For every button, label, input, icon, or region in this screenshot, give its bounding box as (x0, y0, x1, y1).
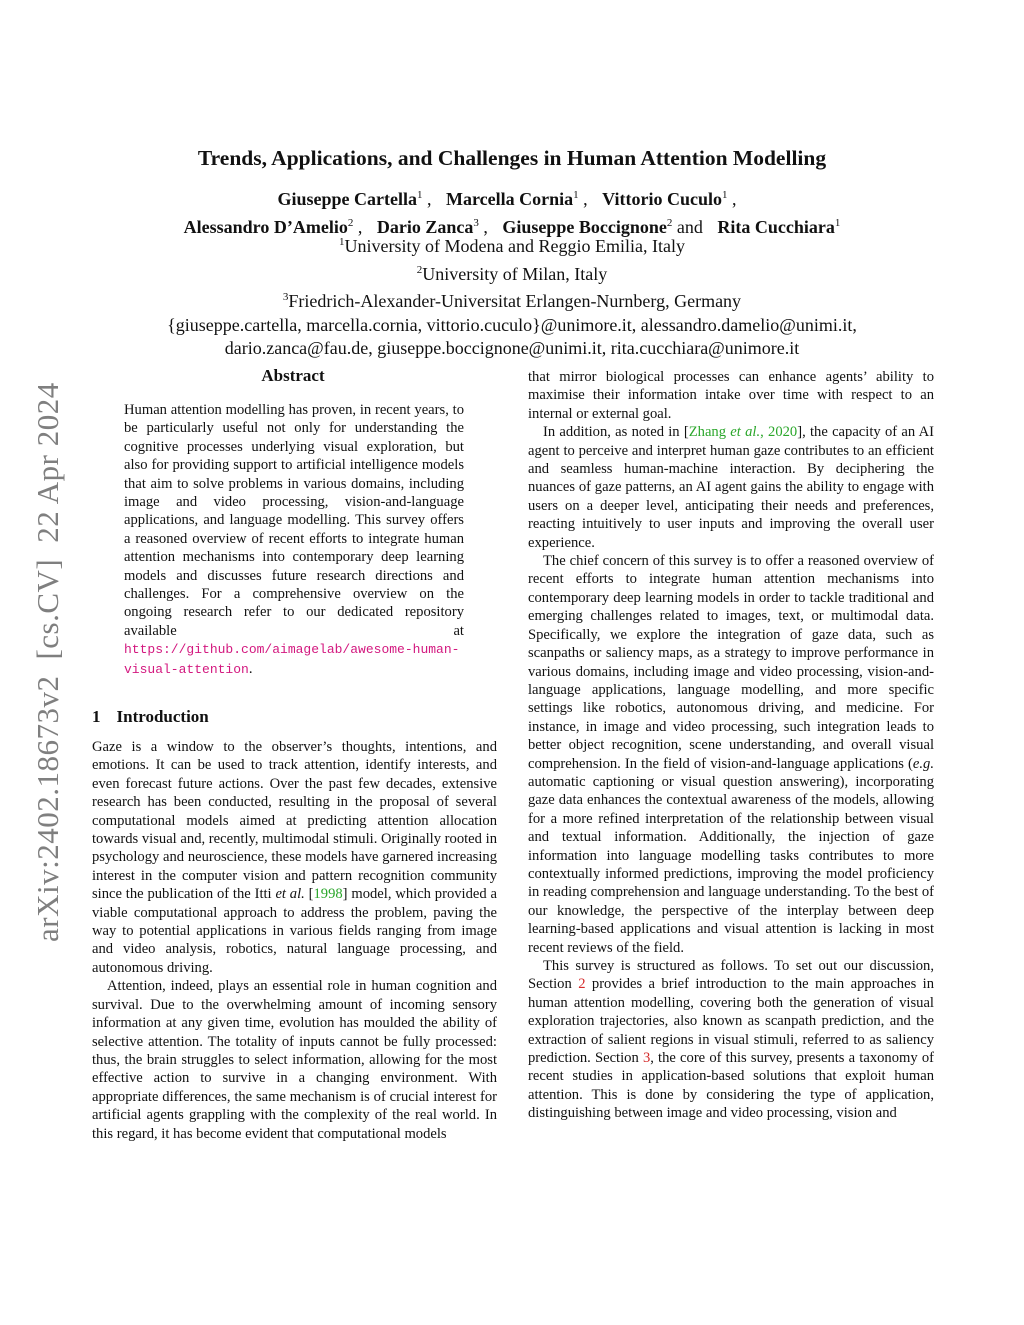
et-al: et al. (275, 886, 305, 903)
right-column-body (528, 368, 934, 1123)
abstract-text: Human attention modelling has proven, in recent years, to be particularly useful not only for understanding the cognitive processes underlying visual exploration, but also for providing support to artificial intelligence models that aim to solve problems in various domains, including image and video processing, vision-and-language applications, and language modelling. This survey offers a reasoned overview of recent efforts to integrate human attention mechanisms into contemporary deep learning models and discusses future research directions and challenges. For a comprehensive overview on the ongoing research refer to our dedicated repository available at (124, 402, 464, 639)
author-affil-mark: 2 (347, 217, 354, 229)
section-title: Introduction (116, 707, 209, 726)
affiliation-line (0, 231, 1024, 259)
author-separator: , (353, 217, 363, 237)
email-line-2: dario.zanca@fau.de, giuseppe.boccignone@unimi.it, rita.cucchiara@unimore.it (224, 338, 800, 358)
affiliation-text: University of Milan, Italy (422, 263, 608, 284)
affiliation-text: Friedrich-Alexander-Universitat Erlangen-Nurnberg, Germany (288, 291, 742, 311)
paragraph-text: This survey is structured as follows. To set out our discussion, Section (528, 958, 934, 993)
author-name: Rita Cucchiara (717, 217, 835, 237)
affiliation-mark: 2 (416, 263, 423, 276)
right-paragraph-3 (528, 957, 934, 1123)
author-affil-mark: 1 (721, 189, 728, 201)
author-line-1 (0, 183, 1024, 211)
abstract-end: . (248, 660, 253, 677)
author-separator: , (727, 189, 737, 209)
abstract-body (124, 401, 464, 679)
affiliation-line (0, 259, 1024, 287)
section-ref-link[interactable]: 2 (578, 976, 586, 993)
author-name: Giuseppe Cartella (277, 189, 418, 209)
author-name: Giuseppe Boccignone (502, 217, 667, 237)
author-separator: , (478, 217, 488, 237)
affiliations (0, 231, 1024, 361)
section-ref-link[interactable]: 3 (642, 1050, 651, 1067)
paragraph-text: model, which provided a viable computational approach to address the problem, paving the way to potential applications in various fields ranging from image and video analysis, robotics, natural language processing, and autonomous driving. (92, 886, 497, 976)
right-paragraph-0: that mirror biological processes can enhance agents’ ability to maximise their information intake over time with respect to an internal or external goal. (528, 369, 934, 422)
author-affil-mark: 1 (417, 189, 423, 201)
repository-link[interactable]: https://github.com/aimagelab/awesome-human-visual-attention (124, 642, 460, 677)
author-affil-mark: 1 (834, 217, 841, 229)
author-name: Alessandro D’Amelio (183, 217, 348, 237)
author-affil-mark: 2 (666, 217, 673, 229)
paragraph-text: In addition, as noted in (543, 424, 680, 441)
intro-paragraph-1: Gaze is a window to the observer’s thoughts, intentions, and emotions. It can be used to track attention, identify interests, and even forecast future actions. Over the past few decades, extensive research has been conducted, resulting in the proposal of several computational models aimed at predicting attention allocation towards visual and, recently, multimodal stimuli. Originally rooted in psychology and neuroscience, these models have garnered increasing interest in the computer vision and pattern recognition community since the publication of the Itti et al. [1998] model, which provided a viable computational approach to address the problem, paving the way to potential applications in various fields ranging from image and video analysis, robotics, natural language processing, and autonomous driving. (92, 739, 497, 976)
abstract-heading: Abstract (261, 366, 325, 385)
paper-title: Trends, Applications, and Challenges in Human Attention Modelling (197, 146, 827, 170)
author-affil-mark: 1 (573, 189, 579, 201)
citation-link[interactable]: Zhang et al., 2020 (688, 424, 798, 441)
intro-paragraph-2: Attention, indeed, plays an essential role in human cognition and survival. Due to the overwhelming amount of incoming sensory information at any given time, evolution has moulded the ability of selective attention. The totality of inputs cannot be fully processed: thus, the brain struggles to select information, allowing for the most effective action to survive in a changing environment. With appropriate differences, the same mechanism is of crucial interest for artificial agents grappling with the complexity of the real world. In this regard, it has become evident that computational models (92, 978, 497, 1142)
arxiv-category: [cs.CV] (30, 558, 65, 660)
author-separator: , (422, 189, 432, 209)
arxiv-sidebar-stamp (30, 366, 66, 942)
author-name: Dario Zanca (376, 217, 474, 237)
affiliation-mark: 3 (282, 291, 289, 303)
arxiv-date: 22 Apr 2024 (30, 382, 65, 543)
affiliation-text: University of Modena and Reggio Emilia, Italy (344, 236, 685, 256)
right-paragraph-2 (528, 552, 934, 957)
affiliation-mark: 1 (339, 236, 345, 248)
introduction-body (92, 738, 497, 1143)
author-name: Marcella Cornia (446, 189, 574, 209)
citation-year: 2020 (768, 424, 798, 441)
paragraph-text: automatic captioning or visual question answering), incorporating gaze data enhances the contextual awareness of the models, allowing for a more refined interpretation of the relationship between visual and textual information. Additionally, the injection of gaze information into language modelling tasks contributes to more contextually informed predictions, improving the model proficiency in reading comprehension and language understanding. To the best of our knowledge, the perspective of the interplay between deep learning-based applications and visual attention is lacking in most recent reviews of the field. (528, 773, 934, 956)
author-affil-mark: 3 (473, 217, 479, 229)
citation-link[interactable]: 1998 (313, 886, 343, 903)
right-paragraph-1: In addition, as noted in [Zhang et al., 2020], the capacity of an AI agent to perceive and interpret human gaze contributes to an efficient and seamless human-machine interaction. By deciphering the nuances of gaze patterns, an AI agent gains the ability to engage with users on a deeper level, anticipating their needs and preferences, reacting intuitively to user inputs and improving the overall user experience. (528, 424, 934, 551)
author-name: Vittorio Cuculo (602, 189, 722, 209)
email-line-1: {giuseppe.cartella, marcella.cornia, vittorio.cuculo}@unimore.it, alessandro.damelio@unimi.it, (167, 314, 857, 335)
section-heading-introduction (92, 707, 209, 727)
paragraph-text: , the capacity of an AI agent to perceive and interpret human gaze contributes to an efficient and seamless human-machine interaction. By deciphering the nuances of gaze patterns, an AI agent gains the ability to engage with users on a deeper level, anticipating their needs and preferences, reacting intuitively to user inputs and improving the overall user experience. (528, 424, 934, 551)
citation-author: Zhang (688, 424, 727, 441)
citation-etal: et al. (730, 424, 761, 441)
abstract-paragraph (124, 401, 464, 679)
section-number: 1 (92, 707, 101, 726)
author-separator: , (578, 189, 588, 209)
paragraph-text: provides a brief introduction to the main approaches in human attention modelling, covering both the generation of visual exploration trajectories, also known as scanpath prediction, and the extraction of salient regions in visual stimuli, referred to as saliency prediction. Section (528, 976, 934, 1067)
paragraph-text: , the core of this survey, presents a taxonomy of recent studies in application-based solutions that exploit human attention. This is done by considering the type of application, distinguishing between image and video processing, vision and (528, 1050, 934, 1122)
paragraph-text: Gaze is a window to the observer’s thoughts, intentions, and emotions. It can be used to track attention, identify interests, and even forecast future actions. Over the past few decades, extensive research has been conducted, resulting in the proposal of several computational models aimed at predicting attention allocation towards visual and, recently, multimodal stimuli. Originally rooted in psychology and neuroscience, these models have garnered increasing interest in the computer vision and pattern recognition community since the publication of the Itti (92, 739, 497, 903)
arxiv-id: arXiv:2402.18673v2 (30, 675, 65, 942)
affiliation-line (0, 286, 1024, 314)
eg-abbrev: e.g. (912, 755, 934, 772)
paragraph-text: The chief concern of this survey is to offer a reasoned overview of recent efforts to integrate human attention mechanisms into contemporary deep learning models in order to tackle traditional and emerging challenges related to images, text, or multimodal data. Specifically, we explore the integration of gaze data, such as scanpaths or saliency maps, as a strategy to improve performance in various domains, including image and video processing, vision-and-language applications, language modelling, and more specific settings like robotics, autonomous driving, and medicine. For instance, in image and video processing, such integration leads to better object recognition, scene understanding, and overall visual comprehension. In the field of vision-and-language applications ( (528, 553, 934, 772)
author-separator: and (672, 217, 703, 237)
